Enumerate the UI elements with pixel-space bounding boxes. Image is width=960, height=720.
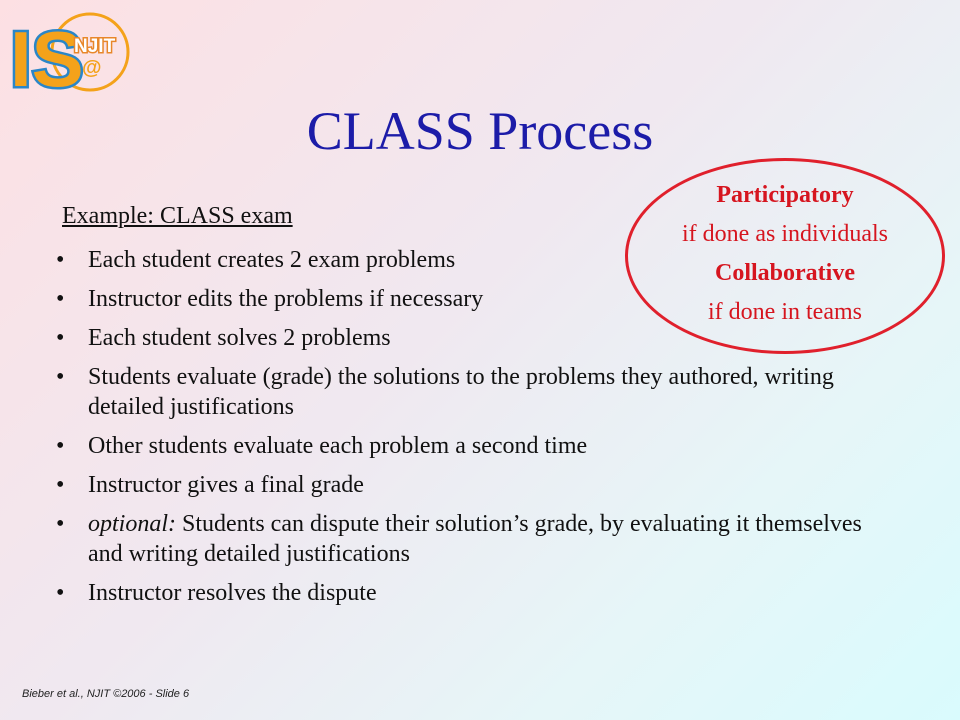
bullet-text: Students can dispute their solution’s grade, by evaluating it themselves and writing detailed justifications <box>88 511 862 567</box>
bullet-item <box>50 509 890 569</box>
bullet-text: Each student solves 2 problems <box>88 325 391 351</box>
bullet-dot: • <box>56 433 65 459</box>
bullet-text: Instructor resolves the dispute <box>88 580 377 606</box>
bullet-dot: • <box>56 580 65 606</box>
bullet-dot: • <box>56 325 65 351</box>
callout-individuals: if done as individuals <box>682 221 888 247</box>
slide-subheading: Example: CLASS exam <box>62 203 293 229</box>
bullet-text: Instructor gives a final grade <box>88 472 364 498</box>
callout-participatory: Participatory <box>716 182 854 208</box>
slide-title: CLASS Process <box>306 101 654 161</box>
bullet-dot: • <box>56 472 65 498</box>
bullet-text: Other students evaluate each problem a second time <box>88 433 588 459</box>
bullet-prefix-italic: optional: <box>88 511 176 537</box>
bullet-item <box>50 431 890 461</box>
callout-text <box>625 176 945 332</box>
bullet-text: Instructor edits the problems if necessary <box>88 286 484 312</box>
bullet-item <box>50 470 890 500</box>
bullet-dot: • <box>56 247 65 273</box>
bullet-dot: • <box>56 286 65 312</box>
bullet-dot: • <box>56 511 65 537</box>
slide-footer: Bieber et al., NJIT ©2006 - Slide 6 <box>22 688 190 700</box>
logo-at-symbol: @ <box>82 57 102 79</box>
bullet-text: Students evaluate (grade) the solutions to the problems they authored, writing detailed justifications <box>88 364 834 420</box>
callout-teams: if done in teams <box>708 299 862 325</box>
bullet-dot: • <box>56 364 65 390</box>
njit-is-logo <box>6 8 136 100</box>
logo-sub-text: NJIT <box>74 36 116 57</box>
bullet-text: Each student creates 2 exam problems <box>88 247 456 273</box>
logo-main-text: IS <box>10 15 84 100</box>
bullet-item <box>50 578 890 608</box>
callout-collaborative: Collaborative <box>715 260 855 286</box>
bullet-item <box>50 362 890 422</box>
